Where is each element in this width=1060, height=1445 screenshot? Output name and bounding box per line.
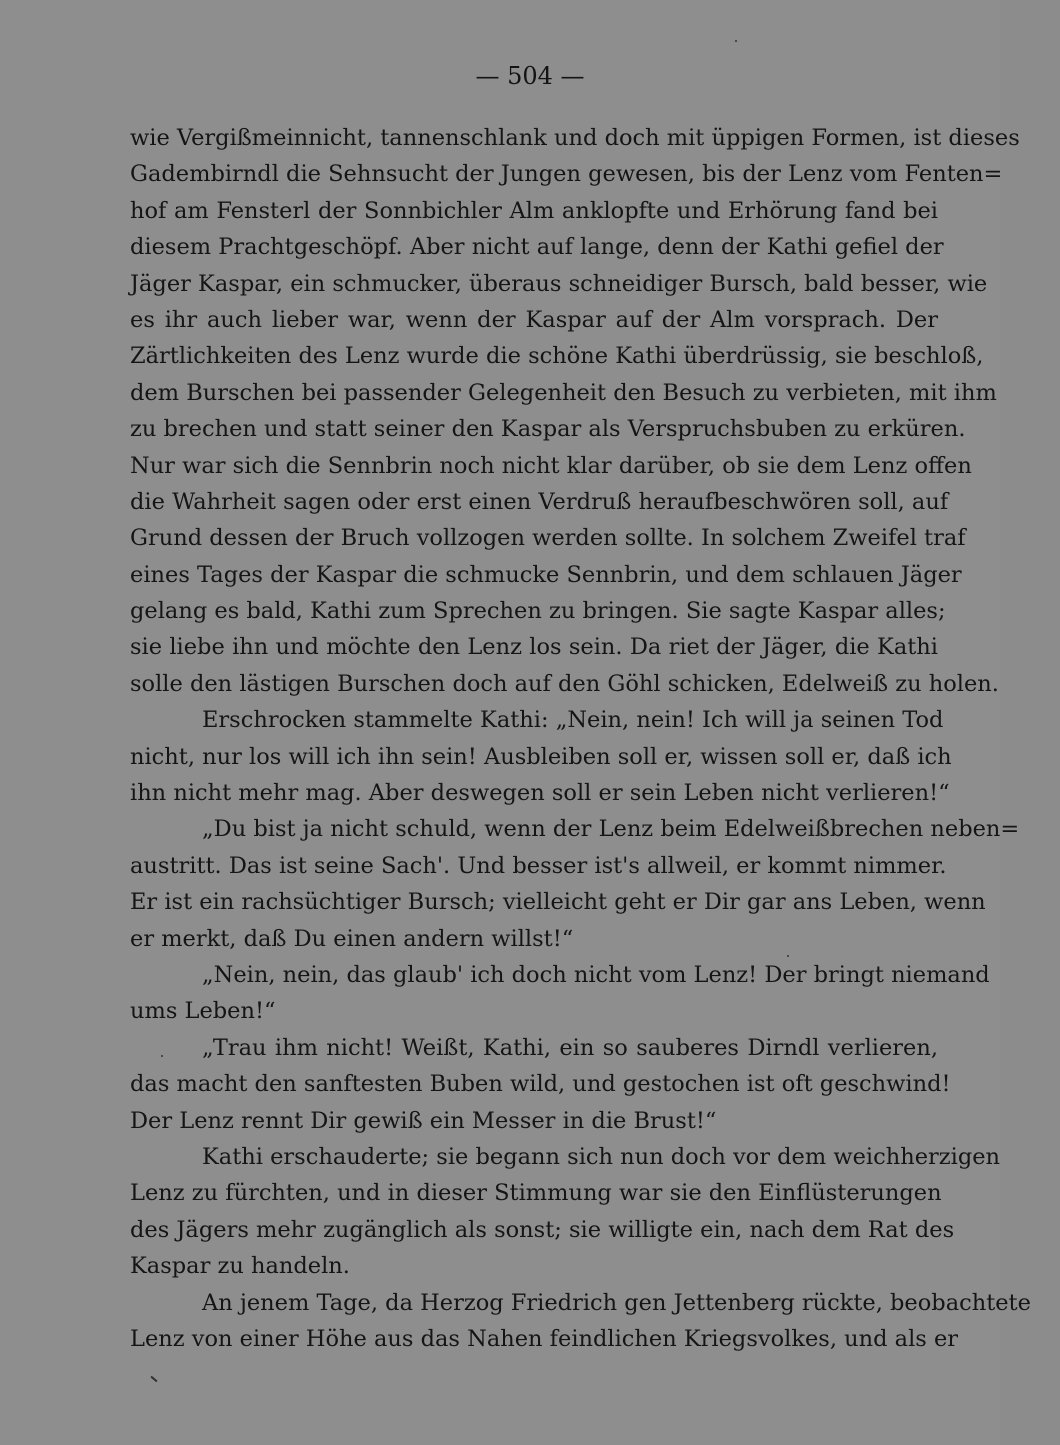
text-line: solle den lästigen Burschen doch auf den Göhl schicken, Edelweiß zu holen.	[130, 670, 999, 697]
text-line: Jäger Kaspar, ein schmucker, überaus schneidiger Bursch, bald besser, wie	[130, 270, 988, 297]
text-line: Lenz von einer Höhe aus das Nahen feindlichen Kriegsvolkes, und als er	[130, 1325, 959, 1352]
text-line: das macht den sanftesten Buben wild, und gestochen ist oft geschwind!	[130, 1071, 951, 1098]
text-line: diesem Prachtgeschöpf. Aber nicht auf lange, denn der Kathi gefiel der	[130, 234, 944, 261]
text-line: Lenz zu fürchten, und in dieser Stimmung war sie den Einflüsterungen	[130, 1180, 942, 1207]
text-line: austritt. Das ist seine Sach'. Und besser ist's allweil, er kommt nimmer.	[130, 852, 947, 879]
text-line: die Wahrheit sagen oder erst einen Verdruß heraufbeschwören soll, auf	[130, 488, 949, 515]
text-line: Kathi erschauderte; sie begann sich nun doch vor dem weichherzigen	[202, 1143, 1001, 1170]
text-line: „Du bist ja nicht schuld, wenn der Lenz beim Edelweißbrechen neben=	[202, 816, 1020, 843]
text-line: wie Vergißmeinnicht, tannenschlank und doch mit üppigen Formen, ist dieses	[130, 125, 1020, 151]
text-line: „Nein, nein, das glaub' ich doch nicht vom Lenz! Der bringt niemand	[202, 961, 990, 988]
text-line: ihn nicht mehr mag. Aber deswegen soll er sein Leben nicht verlieren!“	[130, 780, 950, 807]
text-line: Er ist ein rachsüchtiger Bursch; vielleicht geht er Dir gar ans Leben, wenn	[130, 889, 986, 916]
text-line: gelang es bald, Kathi zum Sprechen zu bringen. Sie sagte Kaspar alles;	[130, 598, 946, 625]
text-body	[130, 120, 1031, 1357]
text-line: eines Tages der Kaspar die schmucke Sennbrin, und dem schlauen Jäger	[130, 561, 962, 588]
text-line: Der Lenz rennt Dir gewiß ein Messer in die Brust!“	[130, 1107, 717, 1134]
text-line: zu brechen und statt seiner den Kaspar als Verspruchsbuben zu erküren.	[130, 416, 966, 443]
text-line: Kaspar zu handeln.	[130, 1253, 350, 1280]
paper-speck	[161, 1055, 163, 1057]
text-line: nicht, nur los will ich ihn sein! Ausbleiben soll er, wissen soll er, daß ich	[130, 743, 952, 770]
text-line: An jenem Tage, da Herzog Friedrich gen Jettenberg rückte, beobachtete	[202, 1289, 1031, 1316]
text-line: dem Burschen bei passender Gelegenheit den Besuch zu verbieten, mit ihm	[130, 379, 997, 406]
text-line: Erschrocken stammelte Kathi: „Nein, nein! Ich will ja seinen Tod	[202, 707, 944, 734]
text-line: des Jägers mehr zugänglich als sonst; sie willigte ein, nach dem Rat des	[130, 1216, 955, 1243]
text-line: Grund dessen der Bruch vollzogen werden sollte. In solchem Zweifel traf	[130, 525, 966, 552]
paper-speck	[150, 1376, 157, 1383]
text-line: Nur war sich die Sennbrin noch nicht klar darüber, ob sie dem Lenz offen	[130, 452, 972, 479]
text-line: es ihr auch lieber war, wenn der Kaspar auf der Alm vorsprach. Der	[130, 306, 938, 333]
text-line: er merkt, daß Du einen andern willst!“	[130, 925, 574, 952]
text-line: Gadembirndl die Sehnsucht der Jungen gewesen, bis der Lenz vom Fenten=	[130, 161, 1003, 188]
text-line: hof am Fensterl der Sonnbichler Alm anklopfte und Erhörung fand bei	[130, 197, 938, 224]
text-line: sie liebe ihn und möchte den Lenz los sein. Da riet der Jäger, die Kathi	[130, 634, 938, 661]
paper-speck	[787, 955, 789, 957]
text-line: „Trau ihm nicht! Weißt, Kathi, ein so sauberes Dirndl verlieren,	[202, 1034, 938, 1061]
text-line: ums Leben!“	[130, 998, 276, 1025]
page-number: — 504 —	[475, 62, 585, 90]
paper-speck	[735, 40, 737, 42]
text-line: Zärtlichkeiten des Lenz wurde die schöne Kathi überdrüssig, sie beschloß,	[130, 343, 984, 370]
